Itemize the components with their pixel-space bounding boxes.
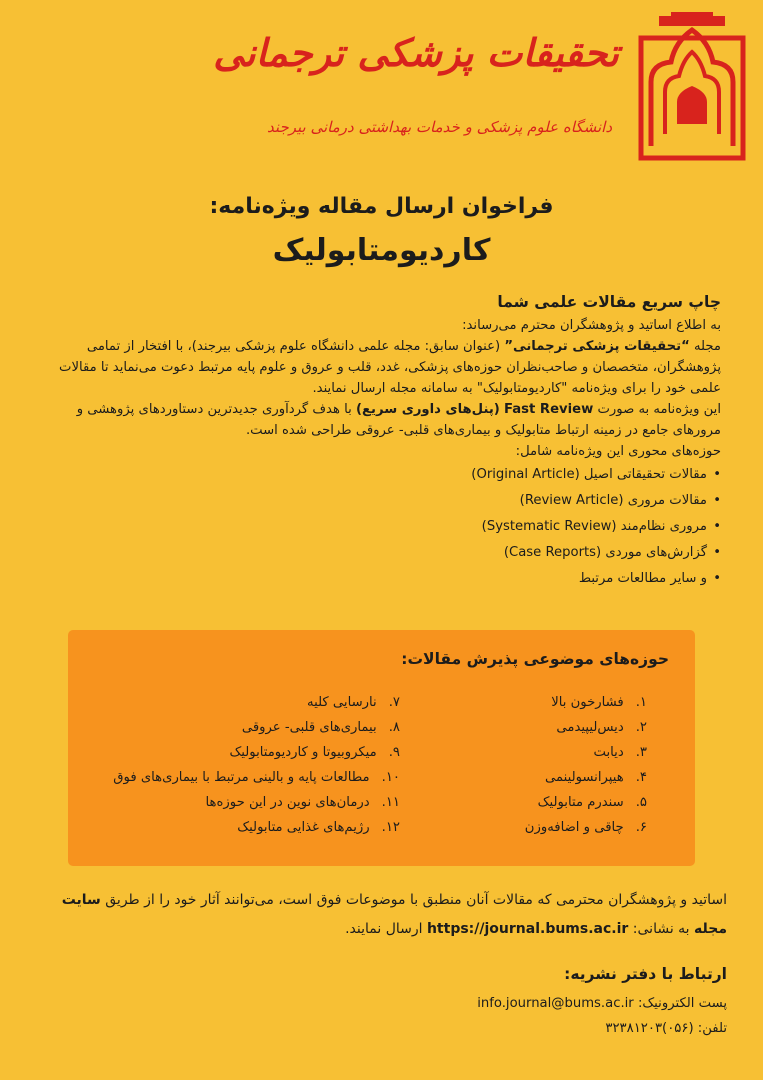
list-item — [113, 790, 400, 815]
topic-number: ۱۱. — [381, 795, 400, 810]
topic-label: میکروبیوتا و کاردیومتابولیک — [229, 745, 377, 760]
topic-number: ۱۰. — [381, 770, 400, 785]
closing-text: اساتید و پژوهشگران محترمی که مقالات آنان منطبق با موضوعات فوق است، می‌توانند آثار خود را از طریق — [105, 892, 727, 908]
topic-label: رژیم‌های غذایی متابولیک — [237, 820, 370, 835]
contact-section — [40, 962, 727, 1041]
topic-number: ۶. — [635, 820, 647, 835]
phone-label: تلفن: — [697, 1021, 727, 1036]
list-item: • مقالات مروری (Review Article) — [36, 488, 721, 514]
topics-column-left — [113, 690, 400, 840]
fast-review-paragraph — [36, 399, 721, 441]
email-row — [40, 991, 727, 1016]
list-item: • و سایر مطالعات مرتبط — [36, 566, 721, 592]
journal-logo-icon — [637, 12, 747, 162]
list-item — [113, 690, 400, 715]
topic-label: سندرم متابولیک — [537, 795, 624, 810]
topic-label: هیپرانسولینمی — [545, 770, 624, 785]
intro-lead: مجله — [693, 339, 721, 354]
journal-header — [16, 12, 747, 162]
fast-review-label: Fast Review — [504, 402, 594, 417]
special-issue-title: کاردیومتابولیک — [272, 233, 491, 268]
list-item: • مروری نظام‌مند (Systematic Review) — [36, 514, 721, 540]
topic-label: دیس‌لیپیدمی — [556, 720, 624, 735]
topic-number: ۲. — [635, 720, 647, 735]
greeting-text: به اطلاع اساتید و پژوهشگران محترم می‌رساند: — [462, 318, 721, 333]
topic-label: دیابت — [593, 745, 624, 760]
list-item — [113, 715, 400, 740]
list-item — [525, 740, 647, 765]
list-item — [525, 715, 647, 740]
announcement-body — [36, 292, 721, 592]
topic-label: فشارخون بالا — [551, 695, 624, 710]
list-item — [113, 740, 400, 765]
closing-address-label: به نشانی: — [632, 921, 690, 937]
topic-number: ۳. — [635, 745, 647, 760]
fast-publish-heading: چاپ سریع مقالات علمی شما — [497, 293, 721, 311]
list-item — [525, 690, 647, 715]
journal-name: تحقیقات پزشکی ترجمانی — [213, 30, 619, 75]
topics-column-right — [525, 690, 647, 840]
phone-number: (۰۵۶)۳۲۳۸۱۲۰۳ — [605, 1021, 694, 1036]
fast-review-panels: (پنل‌های داوری سریع) — [356, 402, 500, 417]
journal-site-label: سایت مجله — [61, 892, 727, 937]
topic-number: ۷. — [388, 695, 400, 710]
list-item: • مقالات تحقیقاتی اصیل (Original Article) — [36, 462, 721, 488]
closing-end: ارسال نمایند. — [345, 921, 423, 937]
email-link[interactable]: info.journal@bums.ac.ir — [477, 996, 634, 1011]
university-name: دانشگاه علوم پزشکی و خدمات بهداشتی درمانی بیرجند — [267, 118, 612, 136]
topic-number: ۱۲. — [381, 820, 400, 835]
topic-label: چاقی و اضافه‌وزن — [524, 820, 624, 835]
article-types-intro: حوزه‌های محوری این ویژه‌نامه شامل: — [515, 444, 721, 459]
topic-number: ۸. — [388, 720, 400, 735]
article-types-list — [36, 462, 721, 592]
intro-paragraph — [36, 336, 721, 399]
email-label: پست الکترونیک: — [637, 996, 727, 1011]
topic-number: ۵. — [635, 795, 647, 810]
topic-label: بیماری‌های قلبی- عروقی — [241, 720, 377, 735]
list-item — [113, 815, 400, 840]
intro-rest: (عنوان سابق: مجله علمی دانشگاه علوم پزشکی بیرجند)، با افتخار از تمامی پژوهشگران، متخصصان و صاحب‌نظران حوزه‌های پزشکی، غدد، قلب و عروق و علوم پایه مرتبط دعوت می‌نماید تا مقالات علمی خود را برای ویژه‌نامه "کاردیومتابولیک" به سامانه مجله ارسال نمایند. — [59, 339, 721, 396]
journal-url-link[interactable]: https://journal.bums.ac.ir — [426, 921, 629, 937]
journal-name-inline: “تحقیقات پزشکی ترجمانی” — [504, 339, 690, 354]
topics-box — [68, 630, 695, 866]
list-item — [525, 765, 647, 790]
list-item — [525, 815, 647, 840]
call-title: فراخوان ارسال مقاله ویژه‌نامه: — [209, 194, 554, 219]
list-item — [525, 790, 647, 815]
topic-number: ۱. — [635, 695, 647, 710]
fast-review-lead: این ویژه‌نامه به صورت — [597, 402, 721, 417]
topics-heading: حوزه‌های موضوعی پذیرش مقالات: — [401, 650, 669, 668]
topic-label: درمان‌های نوین در این حوزه‌ها — [205, 795, 370, 810]
list-item — [113, 765, 400, 790]
topic-number: ۴. — [635, 770, 647, 785]
fast-review-rest: با هدف گردآوری جدیدترین دستاوردهای پژوهشی و مرورهای جامع در زمینه ارتباط متابولیک و بیماری‌های قلبی- عروقی طراحی شده است. — [76, 402, 721, 438]
submission-instructions — [40, 886, 727, 944]
topic-number: ۹. — [388, 745, 400, 760]
contact-heading: ارتباط با دفتر نشریه: — [564, 965, 727, 983]
topic-label: نارسایی کلیه — [307, 695, 377, 710]
list-item: • گزارش‌های موردی (Case Reports) — [36, 540, 721, 566]
topic-label: مطالعات پایه و بالینی مرتبط با بیماری‌های فوق — [113, 770, 370, 785]
phone-row — [40, 1016, 727, 1041]
